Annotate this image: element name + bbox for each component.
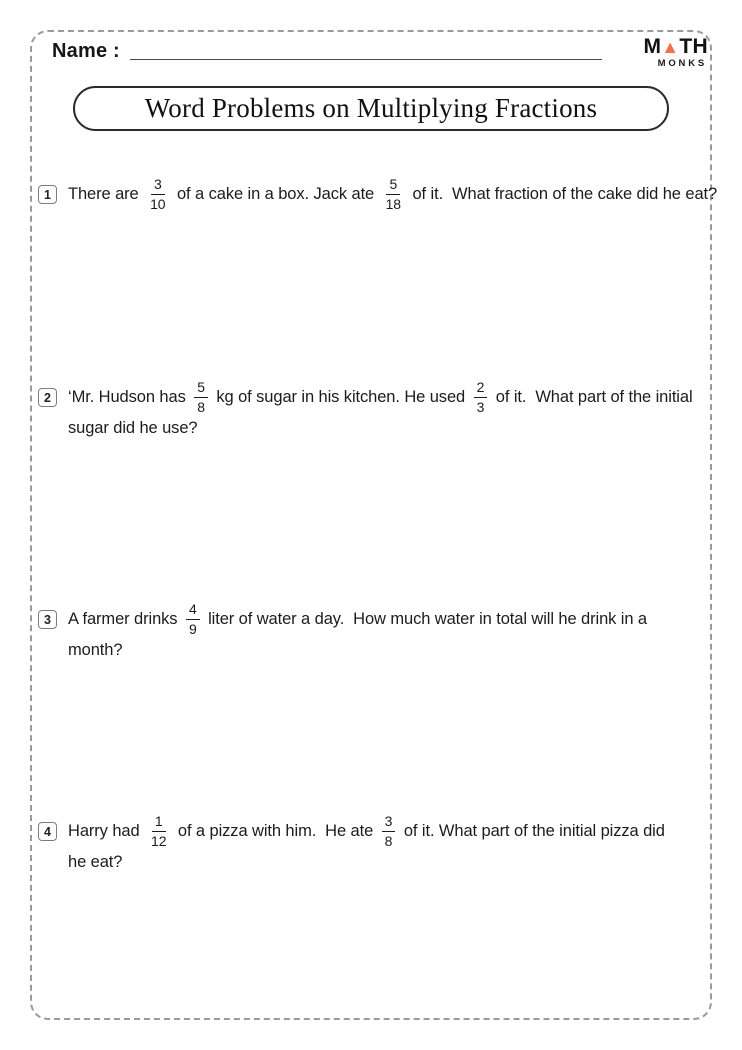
fraction [186, 601, 200, 638]
fraction [148, 813, 169, 850]
fraction-denominator: 8 [197, 398, 205, 415]
text-segment: month? [68, 641, 123, 660]
text-segment: of it. What fraction of the cake did he eat? [408, 184, 718, 203]
fraction-denominator: 18 [385, 195, 401, 212]
problem-number-badge: 4 [38, 822, 57, 841]
problem-number-badge: 2 [38, 388, 57, 407]
problem-text-line [68, 418, 693, 440]
fraction-denominator: 12 [151, 832, 167, 849]
fraction-numerator: 4 [186, 601, 200, 620]
fraction [147, 176, 168, 213]
text-segment: There are [68, 184, 144, 203]
text-segment: Harry had [68, 821, 145, 840]
problem-item [38, 601, 718, 662]
name-fill-line [130, 42, 602, 60]
fraction [194, 379, 208, 416]
worksheet-title-box [73, 86, 669, 131]
problem-text-line [68, 601, 647, 638]
text-segment: ‘Mr. Hudson has [68, 387, 191, 406]
problem-text [68, 176, 717, 213]
math-monks-logo [643, 36, 708, 69]
problem-text [68, 379, 693, 440]
text-segment: of a cake in a box. Jack ate [172, 184, 379, 203]
worksheet-title: Word Problems on Multiplying Fractions [144, 93, 598, 123]
fraction [474, 379, 488, 416]
problem-number-badge: 3 [38, 610, 57, 629]
fraction-denominator: 8 [384, 832, 393, 849]
fraction-denominator: 10 [150, 195, 166, 212]
text-segment: A farmer drinks [68, 609, 182, 628]
problem-text-line [68, 813, 665, 850]
problem-text [68, 601, 647, 662]
logo-letter-m: M [643, 35, 662, 58]
fraction-numerator: 5 [386, 176, 400, 195]
text-segment: of it. What part of the initial pizza did [399, 821, 665, 840]
fraction-numerator: 3 [151, 176, 165, 195]
text-segment: of a pizza with him. He ate [173, 821, 378, 840]
problem-item [38, 176, 718, 213]
text-segment: he eat? [68, 853, 123, 872]
name-label: Name : [52, 40, 120, 62]
problem-item [38, 379, 718, 440]
problem-text-line [68, 852, 665, 874]
text-segment: of it. What part of the initial [491, 387, 693, 406]
fraction-numerator: 1 [152, 813, 166, 832]
problem-text-line [68, 176, 717, 213]
text-segment: kg of sugar in his kitchen. He used [211, 387, 470, 406]
text-segment: sugar did he use? [68, 419, 198, 438]
problem-text-line [68, 379, 693, 416]
problem-text [68, 813, 665, 874]
problem-text-line [68, 640, 647, 662]
logo-wordmark [643, 36, 708, 57]
fraction-denominator: 3 [476, 398, 485, 415]
problem-item [38, 813, 718, 874]
logo-triangle-icon: ▲ [661, 37, 680, 57]
fraction-numerator: 2 [474, 379, 488, 398]
fraction-numerator: 5 [194, 379, 208, 398]
logo-letters-th: TH [679, 35, 708, 58]
fraction [382, 813, 396, 850]
logo-subtitle: MONKS [657, 58, 707, 69]
fraction [383, 176, 404, 213]
text-segment: liter of water a day. How much water in total will he drink in a [203, 609, 647, 628]
fraction-numerator: 3 [382, 813, 396, 832]
problem-number-badge: 1 [38, 185, 57, 204]
fraction-denominator: 9 [188, 620, 197, 637]
name-row [52, 39, 602, 63]
